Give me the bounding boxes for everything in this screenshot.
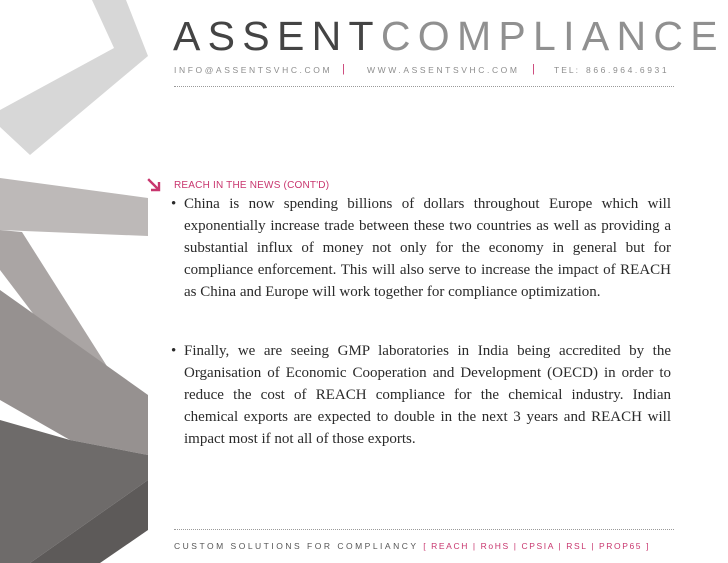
tel-label: TEL: [554,65,580,75]
header-divider [174,86,674,87]
brand-logo-part1: ASSENT [173,13,381,59]
bullet-symbol: • [171,343,177,359]
footer [174,541,650,551]
footer-divider [174,529,674,530]
bullet-text: China is now spending billions of dollars throughout Europe which will exponentially increase trade between these two countries as well as providing a substantial influx of money not only for the economy in general but for compliance enforcement. This will also serve to increase the impact of REACH as China and Europe will work together for compliance optimization. [184,196,671,300]
chevron-stripe-light [0,0,148,155]
website-link[interactable]: WWW.ASSENTSVHC.COM [367,65,520,75]
chevron-stripe-mid [0,178,148,236]
bullet-text: Finally, we are seeing GMP laboratories in India being accredited by the Organisation of Economic Cooperation and Development (OECD) in order to reduce the cost of REACH compliance for the chemical industry. Indian chemical exports are expected to double in the next 3 years and REACH will impact most if not all of those exports. [184,343,671,447]
arrow-down-right-icon [147,178,161,192]
brand-logo-part2: COMPLIANCE [380,13,725,59]
footer-tags: [ REACH | RoHS | CPSIA | RSL | PROP65 ] [423,541,651,551]
brand-logo [173,13,725,59]
footer-tagline: CUSTOM SOLUTIONS FOR COMPLIANCY [174,541,419,551]
bullet-item [171,193,671,303]
bullet-symbol: • [171,196,177,212]
separator: | [342,63,345,75]
bullet-item [171,340,671,450]
separator: | [532,63,535,75]
email-link[interactable]: INFO@ASSENTSVHC.COM [174,65,333,75]
section-title: REACH IN THE NEWS (CONT'D) [174,180,330,191]
tel-number[interactable]: 866.964.6931 [586,65,670,75]
